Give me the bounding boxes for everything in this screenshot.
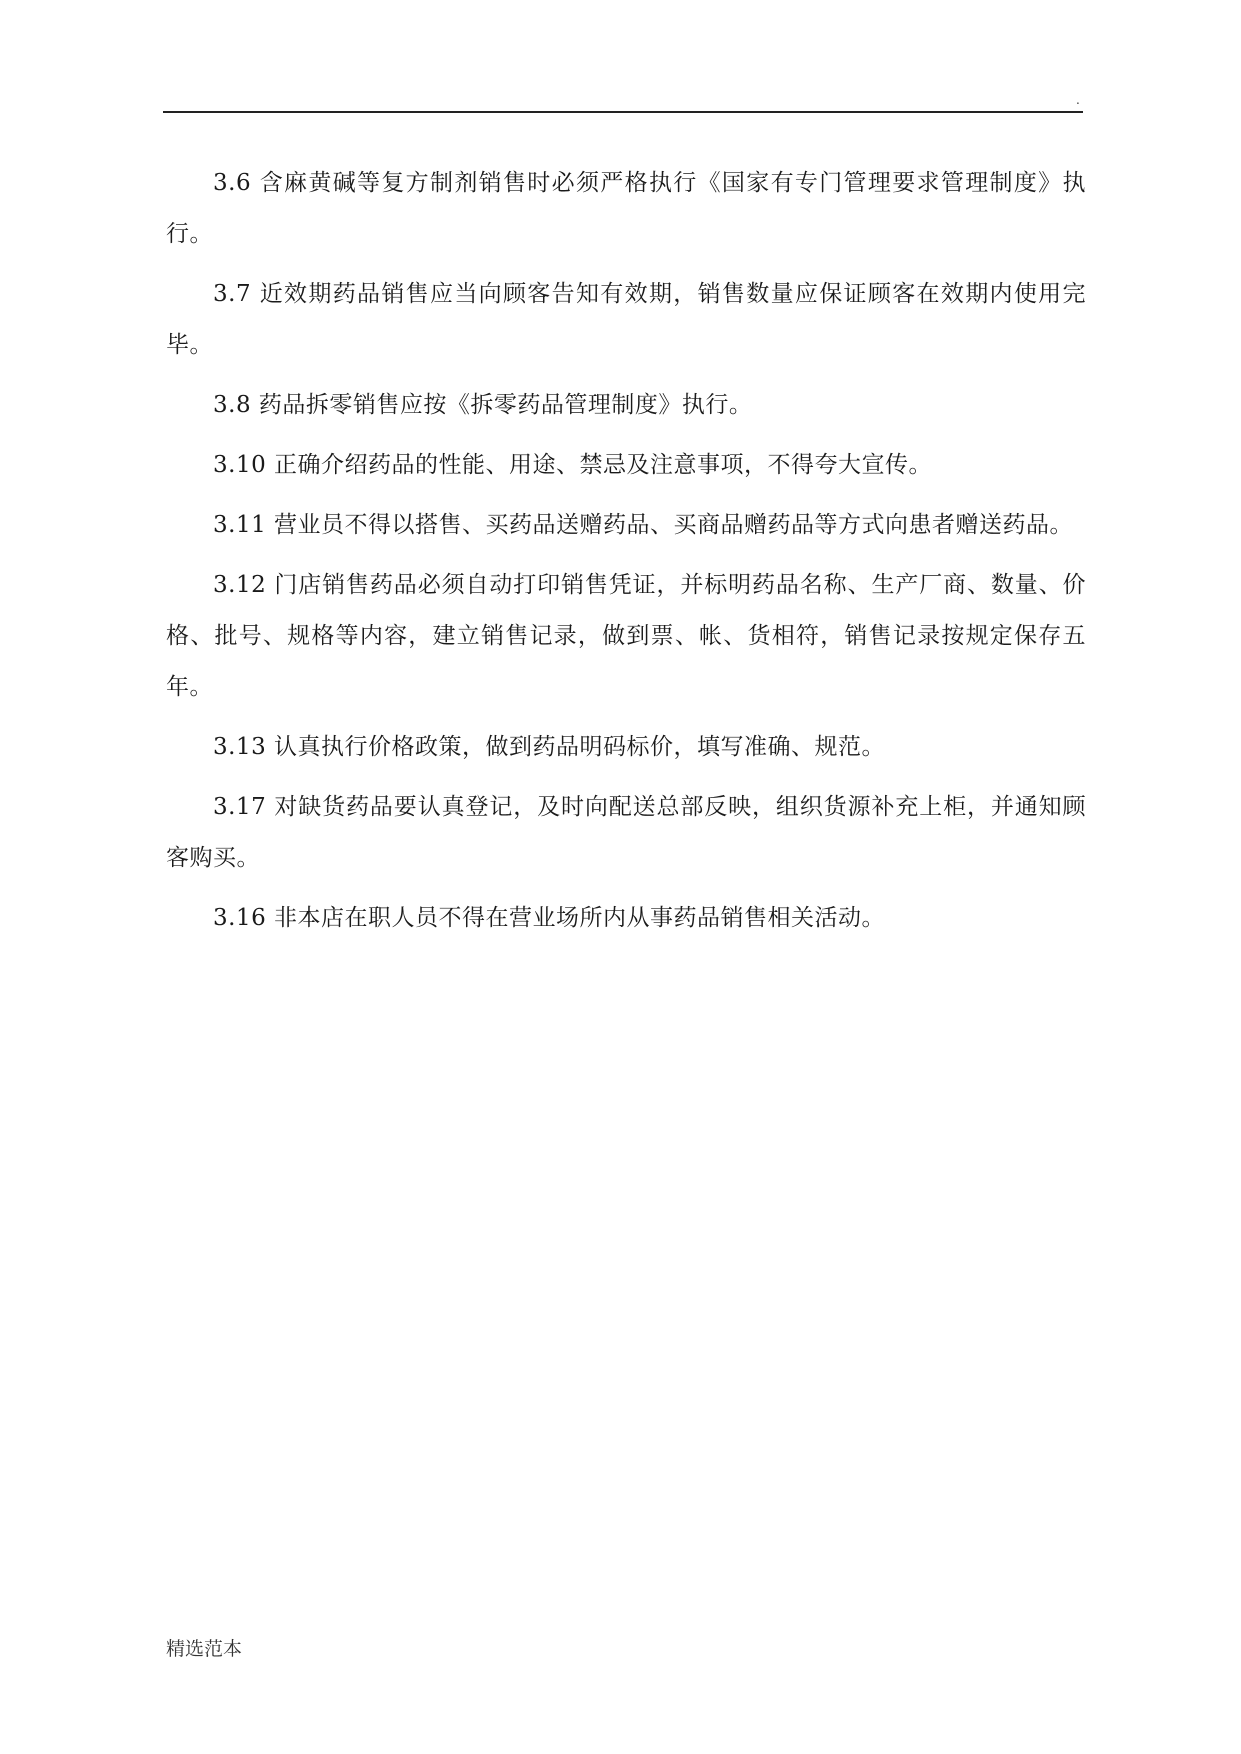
paragraph-3-13: 3.13 认真执行价格政策，做到药品明码标价，填写准确、规范。 xyxy=(213,734,886,760)
footer-label: 精选范本 xyxy=(166,1638,243,1660)
paragraph-3-6: 3.6 含麻黄碱等复方制剂销售时必须严格执行《国家有专门管理要求管理制度》执行。 xyxy=(166,170,1086,247)
header-rule xyxy=(163,111,1083,113)
paragraph-3-10: 3.10 正确介绍药品的性能、用途、禁忌及注意事项，不得夸大宣传。 xyxy=(213,452,933,478)
document-body xyxy=(166,158,1086,953)
paragraph-3-8: 3.8 药品拆零销售应按《拆零药品管理制度》执行。 xyxy=(213,392,753,418)
header-mark: . xyxy=(1076,93,1080,107)
paragraph-3-17: 3.17 对缺货药品要认真登记，及时向配送总部反映，组织货源补充上柜，并通知顾客购买。 xyxy=(166,794,1086,871)
paragraph-3-12: 3.12 门店销售药品必须自动打印销售凭证，并标明药品名称、生产厂商、数量、价格、批号、规格等内容，建立销售记录，做到票、帐、货相符，销售记录按规定保存五年。 xyxy=(166,572,1086,700)
paragraph-3-7: 3.7 近效期药品销售应当向顾客告知有效期，销售数量应保证顾客在效期内使用完毕。 xyxy=(166,281,1086,358)
paragraph-3-11: 3.11 营业员不得以搭售、买药品送赠药品、买商品赠药品等方式向患者赠送药品。 xyxy=(213,512,1074,538)
paragraph-3-16: 3.16 非本店在职人员不得在营业场所内从事药品销售相关活动。 xyxy=(213,905,886,931)
